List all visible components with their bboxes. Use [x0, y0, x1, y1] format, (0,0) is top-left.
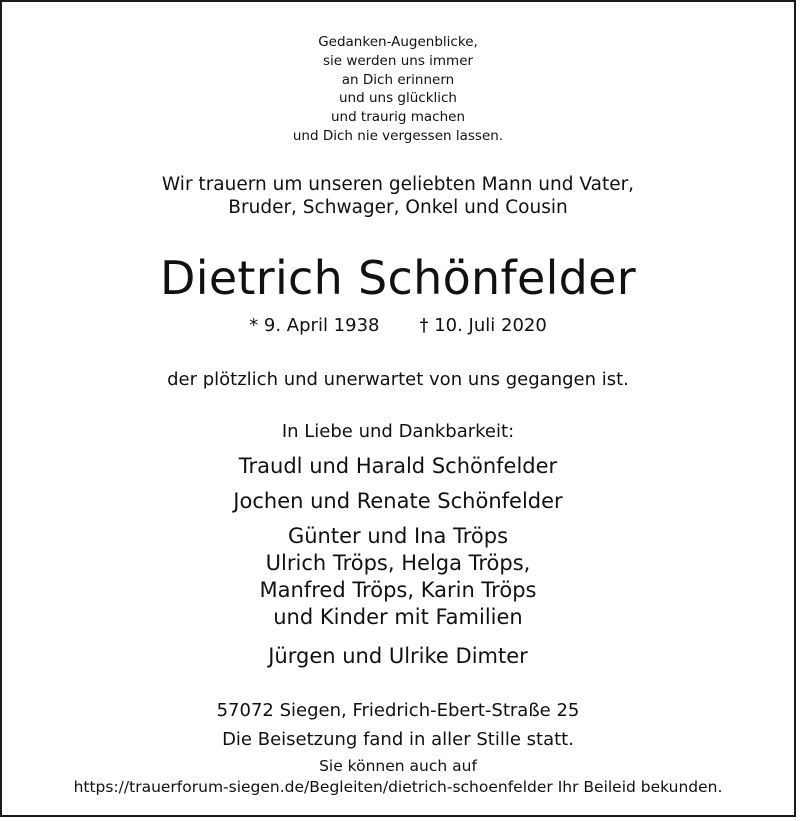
- mourner-group: Jochen und Renate Schönfelder: [233, 489, 563, 513]
- condolence-note: [2, 756, 794, 798]
- poem-line: und uns glücklich: [338, 90, 457, 107]
- passing-text: der plötzlich und unerwartet von uns gegangen ist.: [167, 369, 629, 390]
- birth-date: * 9. April 1938: [249, 315, 380, 336]
- mourner-group: [2, 523, 794, 631]
- condolence-line-1: Sie können auch auf: [319, 757, 477, 775]
- burial-note: Die Beisetzung fand in aller Stille statt.: [222, 729, 574, 750]
- life-dates: [2, 314, 794, 338]
- mourner-line: Manfred Tröps, Karin Tröps: [259, 578, 537, 602]
- mourning-intro-line-1: Wir trauern um unseren geliebten Mann und Vater,: [161, 174, 635, 195]
- mourning-intro-line-2: Bruder, Schwager, Onkel und Cousin: [228, 197, 568, 218]
- mourner-group: Traudl und Harald Schönfelder: [238, 454, 558, 478]
- mourner-line: Ulrich Tröps, Helga Tröps,: [265, 551, 531, 575]
- mourning-intro: [2, 173, 794, 219]
- mourner-line: und Kinder mit Familien: [273, 605, 523, 629]
- poem-line: Gedanken-Augenblicke,: [318, 34, 478, 50]
- mourners-intro: In Liebe und Dankbarkeit:: [281, 421, 515, 442]
- poem: [2, 33, 794, 146]
- mourner-line: Günter und Ina Tröps: [287, 524, 509, 548]
- poem-line: und traurig machen: [330, 109, 466, 126]
- death-date: † 10. Juli 2020: [419, 315, 547, 336]
- mourner-group: Jürgen und Ulrike Dimter: [268, 644, 528, 668]
- poem-line: an Dich erinnern: [341, 71, 455, 88]
- poem-line: und Dich nie vergessen lassen.: [292, 127, 504, 144]
- poem-line: sie werden uns immer: [322, 52, 474, 69]
- deceased-name: Dietrich Schönfelder: [160, 251, 636, 305]
- family-address: 57072 Siegen, Friedrich-Ebert-Straße 25: [216, 700, 580, 721]
- condolence-link-line: https://trauerforum-siegen.de/Begleiten/dietrich-schoenfelder Ihr Beileid bekunden.: [73, 778, 723, 796]
